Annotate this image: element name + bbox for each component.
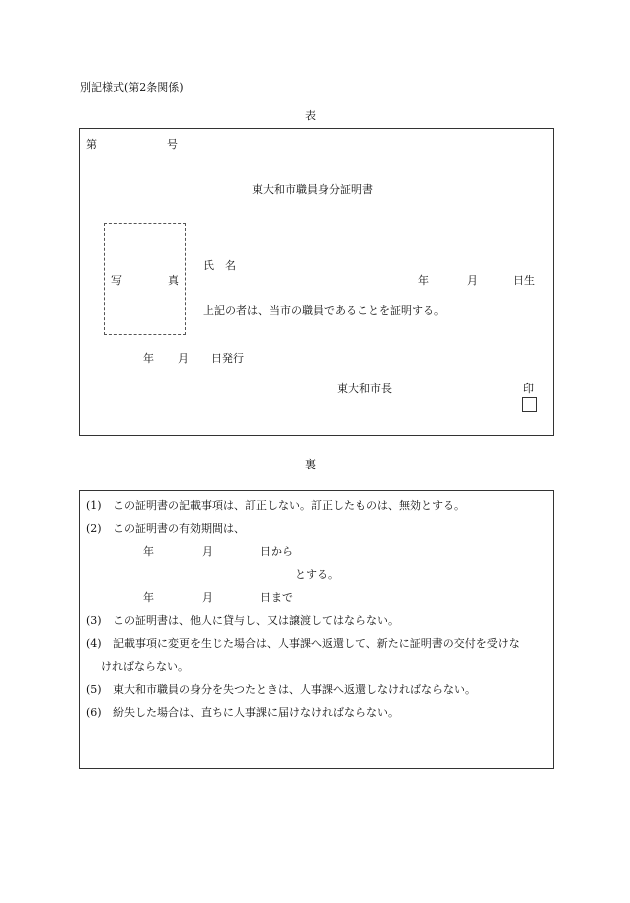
- item-continuation: ければならない。: [101, 660, 189, 673]
- item-number: (1): [86, 499, 102, 512]
- issuer: 東大和市長: [337, 382, 392, 395]
- photo-label-right: 真: [168, 274, 179, 287]
- item-text: 紛失した場合は、直ちに人事課に届けなければならない。: [113, 706, 399, 719]
- item-text: この証明書の有効期間は、: [113, 522, 245, 535]
- item-number: (5): [86, 683, 102, 696]
- issue-month: 月: [178, 352, 189, 365]
- item-text: 東大和市職員の身分を失つたときは、人事課へ返還しなければならない。: [113, 683, 476, 696]
- item-text: この証明書の記載事項は、訂正しない。訂正したものは、無効とする。: [113, 499, 465, 512]
- card-title: 東大和市職員身分証明書: [252, 183, 373, 196]
- item-text: 記載事項に変更を生じた場合は、人事課へ返還して、新たに証明書の交付を受けな: [113, 637, 520, 650]
- valid-to-day: 日まで: [260, 591, 293, 604]
- issue-day: 日発行: [211, 352, 244, 365]
- certify-text: 上記の者は、当市の職員であることを証明する。: [203, 304, 445, 317]
- valid-from-day: 日から: [260, 545, 293, 558]
- birth-year: 年: [418, 274, 429, 287]
- back-side-label: 裏: [305, 458, 316, 471]
- issue-year: 年: [143, 352, 154, 365]
- birth-day: 日生: [513, 274, 535, 287]
- seal-label: 印: [523, 382, 534, 395]
- valid-to-year: 年: [143, 591, 154, 604]
- birth-month: 月: [467, 274, 478, 287]
- valid-from-year: 年: [143, 545, 154, 558]
- front-side-label: 表: [305, 109, 316, 122]
- valid-to-month: 月: [202, 591, 213, 604]
- valid-from-month: 月: [202, 545, 213, 558]
- item-number: (3): [86, 614, 102, 627]
- item-number: (6): [86, 706, 102, 719]
- seal-box: [522, 397, 537, 412]
- item-number: (2): [86, 522, 102, 535]
- number-suffix: 号: [167, 138, 178, 151]
- number-prefix: 第: [86, 138, 97, 151]
- form-label: 別記様式(第2条関係): [80, 81, 184, 94]
- item-number: (4): [86, 637, 102, 650]
- validity-middle: とする。: [295, 568, 339, 581]
- name-label: 氏 名: [203, 259, 236, 272]
- photo-label-left: 写: [111, 274, 122, 287]
- item-text: この証明書は、他人に貸与し、又は譲渡してはならない。: [113, 614, 399, 627]
